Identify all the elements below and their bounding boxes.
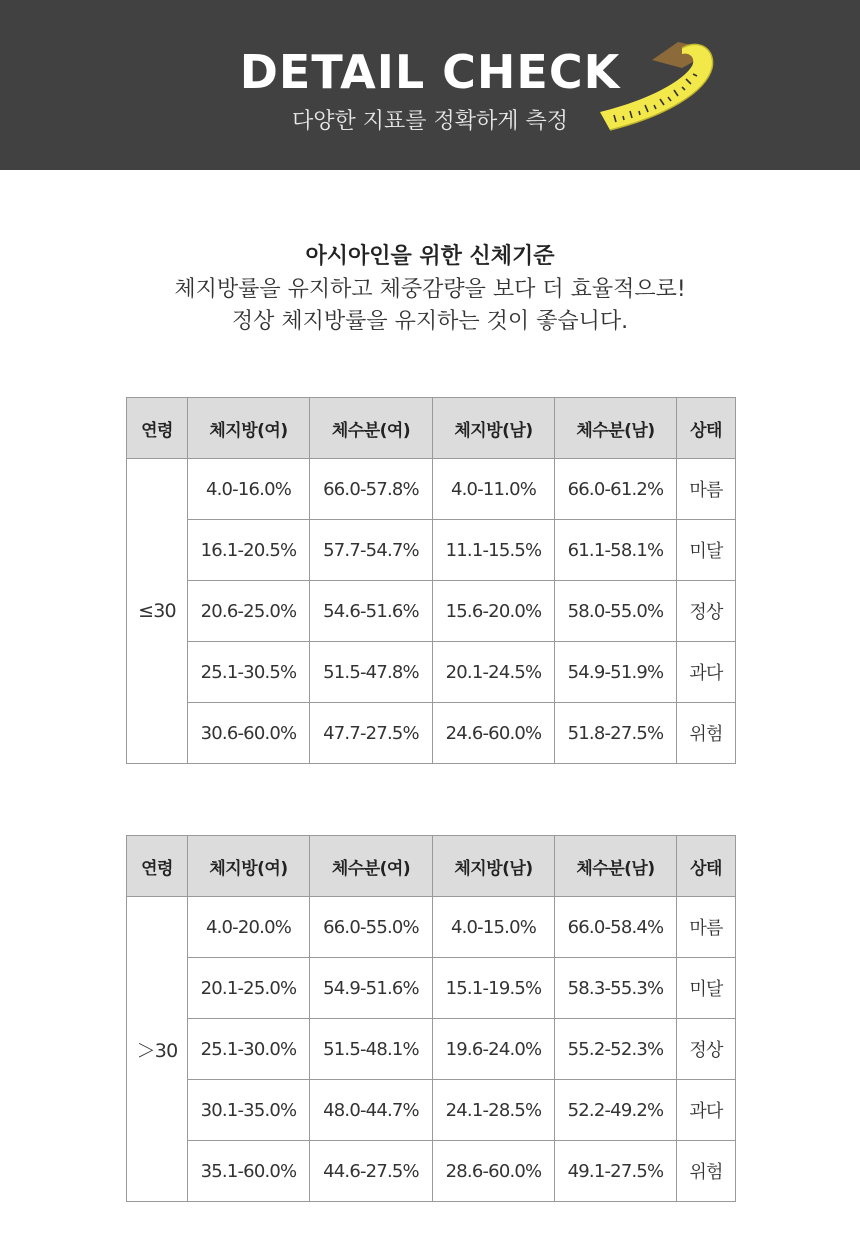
- water-female-cell: 54.6-51.6%: [310, 581, 433, 642]
- water-male-cell: 55.2-52.3%: [555, 1019, 677, 1080]
- banner-title: DETAIL CHECK: [239, 45, 621, 99]
- header-age: 연령: [127, 398, 188, 459]
- header-status: 상태: [677, 398, 736, 459]
- body-standard-table-under-30: [126, 397, 736, 764]
- table-header-row: [127, 836, 736, 897]
- fat-female-cell: 25.1-30.0%: [188, 1019, 310, 1080]
- banner: [0, 0, 860, 170]
- intro-heading: 아시아인을 위한 신체기준: [305, 244, 555, 269]
- header-water-male: 체수분(남): [555, 836, 677, 897]
- intro-section: [0, 240, 860, 338]
- table-row: [127, 1019, 736, 1080]
- water-female-cell: 66.0-57.8%: [310, 459, 433, 520]
- table-row: [127, 520, 736, 581]
- fat-male-cell: 24.1-28.5%: [433, 1080, 555, 1141]
- header-age: 연령: [127, 836, 188, 897]
- fat-female-cell: 20.1-25.0%: [188, 958, 310, 1019]
- status-cell: 과다: [677, 1080, 736, 1141]
- fat-male-cell: 11.1-15.5%: [433, 520, 555, 581]
- table-row: [127, 1080, 736, 1141]
- status-cell: 마름: [677, 459, 736, 520]
- header-fat-female: 체지방(여): [188, 398, 310, 459]
- fat-male-cell: 24.6-60.0%: [433, 703, 555, 764]
- water-male-cell: 54.9-51.9%: [555, 642, 677, 703]
- water-female-cell: 54.9-51.6%: [310, 958, 433, 1019]
- water-female-cell: 48.0-44.7%: [310, 1080, 433, 1141]
- body-standard-table-over-30: [126, 835, 736, 1202]
- water-male-cell: 58.0-55.0%: [555, 581, 677, 642]
- status-cell: 과다: [677, 642, 736, 703]
- fat-female-cell: 30.1-35.0%: [188, 1080, 310, 1141]
- water-female-cell: 51.5-48.1%: [310, 1019, 433, 1080]
- fat-female-cell: 25.1-30.5%: [188, 642, 310, 703]
- age-group-cell: ＞30: [127, 897, 188, 1202]
- fat-female-cell: 30.6-60.0%: [188, 703, 310, 764]
- table-row: [127, 642, 736, 703]
- water-male-cell: 52.2-49.2%: [555, 1080, 677, 1141]
- fat-female-cell: 35.1-60.0%: [188, 1141, 310, 1202]
- header-status: 상태: [677, 836, 736, 897]
- table-row: [127, 703, 736, 764]
- water-male-cell: 61.1-58.1%: [555, 520, 677, 581]
- tape-measure-icon: [596, 38, 718, 140]
- water-female-cell: 66.0-55.0%: [310, 897, 433, 958]
- table-row: [127, 897, 736, 958]
- water-female-cell: 57.7-54.7%: [310, 520, 433, 581]
- water-female-cell: 51.5-47.8%: [310, 642, 433, 703]
- header-water-male: 체수분(남): [555, 398, 677, 459]
- age-group-cell: ≤30: [127, 459, 188, 764]
- table-row: [127, 958, 736, 1019]
- header-water-female: 체수분(여): [310, 398, 433, 459]
- fat-male-cell: 4.0-15.0%: [433, 897, 555, 958]
- fat-male-cell: 20.1-24.5%: [433, 642, 555, 703]
- status-cell: 마름: [677, 897, 736, 958]
- water-male-cell: 51.8-27.5%: [555, 703, 677, 764]
- banner-subtitle: 다양한 지표를 정확하게 측정: [291, 109, 568, 134]
- fat-female-cell: 20.6-25.0%: [188, 581, 310, 642]
- table-row: [127, 1141, 736, 1202]
- fat-male-cell: 15.1-19.5%: [433, 958, 555, 1019]
- intro-line-1: 체지방률을 유지하고 체중감량을 보다 더 효율적으로!: [174, 277, 686, 302]
- header-fat-female: 체지방(여): [188, 836, 310, 897]
- status-cell: 위험: [677, 1141, 736, 1202]
- water-male-cell: 66.0-58.4%: [555, 897, 677, 958]
- fat-female-cell: 4.0-20.0%: [188, 897, 310, 958]
- water-male-cell: 58.3-55.3%: [555, 958, 677, 1019]
- water-male-cell: 66.0-61.2%: [555, 459, 677, 520]
- fat-female-cell: 16.1-20.5%: [188, 520, 310, 581]
- status-cell: 정상: [677, 581, 736, 642]
- status-cell: 정상: [677, 1019, 736, 1080]
- fat-male-cell: 28.6-60.0%: [433, 1141, 555, 1202]
- fat-male-cell: 15.6-20.0%: [433, 581, 555, 642]
- fat-male-cell: 4.0-11.0%: [433, 459, 555, 520]
- water-female-cell: 44.6-27.5%: [310, 1141, 433, 1202]
- fat-female-cell: 4.0-16.0%: [188, 459, 310, 520]
- water-male-cell: 49.1-27.5%: [555, 1141, 677, 1202]
- status-cell: 미달: [677, 958, 736, 1019]
- fat-male-cell: 19.6-24.0%: [433, 1019, 555, 1080]
- header-fat-male: 체지방(남): [433, 398, 555, 459]
- table-row: [127, 459, 736, 520]
- intro-line-2: 정상 체지방률을 유지하는 것이 좋습니다.: [231, 309, 629, 334]
- water-female-cell: 47.7-27.5%: [310, 703, 433, 764]
- table-row: [127, 581, 736, 642]
- header-fat-male: 체지방(남): [433, 836, 555, 897]
- status-cell: 위험: [677, 703, 736, 764]
- status-cell: 미달: [677, 520, 736, 581]
- table-header-row: [127, 398, 736, 459]
- header-water-female: 체수분(여): [310, 836, 433, 897]
